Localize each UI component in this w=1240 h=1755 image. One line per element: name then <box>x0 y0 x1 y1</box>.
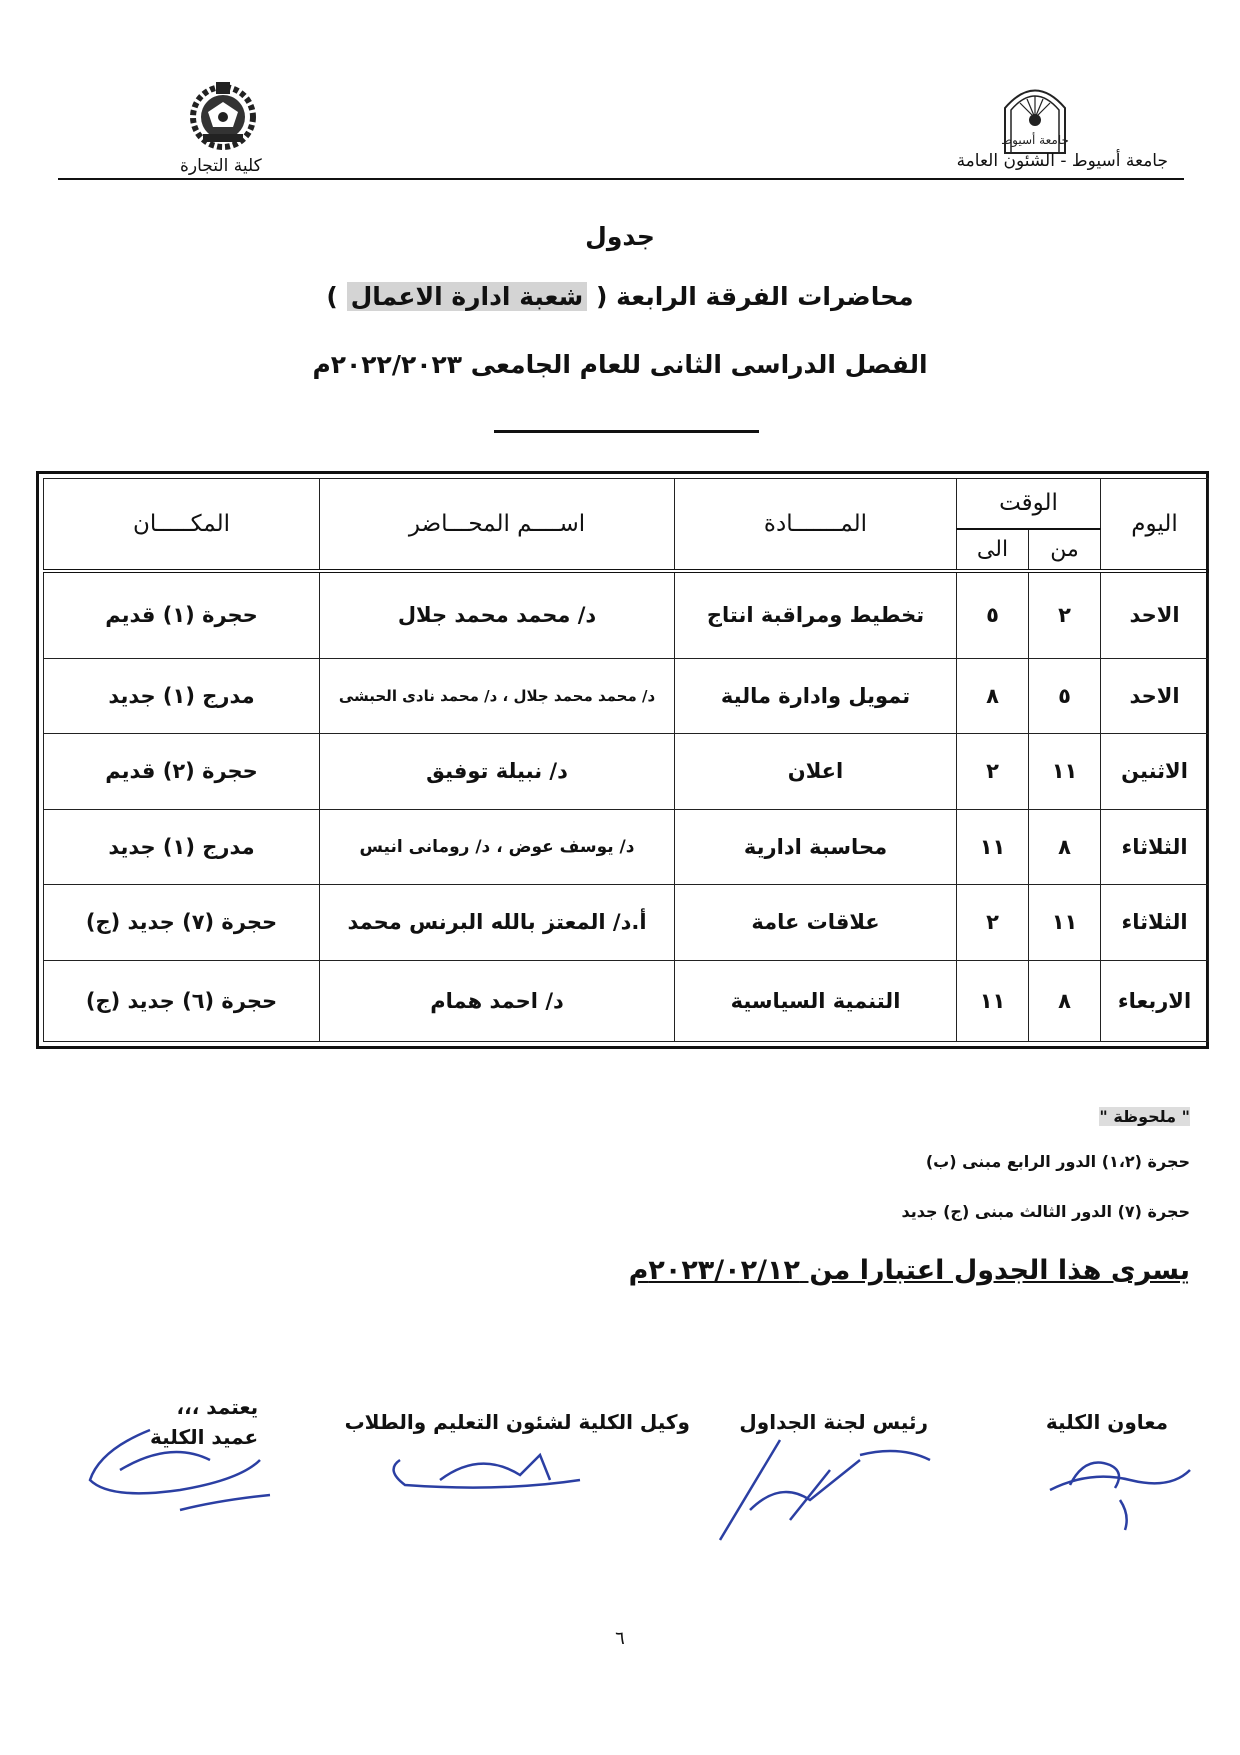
cell-place: مدرج (١) جديد <box>44 658 320 733</box>
header-day: اليوم <box>1101 479 1209 571</box>
cell-from: ٨ <box>1029 961 1101 1042</box>
cell-place: حجرة (٦) جديد (ج) <box>44 961 320 1042</box>
header-place: المكـــــان <box>44 479 320 571</box>
document-title: جدول <box>585 222 655 251</box>
table-row <box>44 733 1209 810</box>
cell-from: ١١ <box>1029 884 1101 961</box>
signature-label-assistant: معاون الكلية <box>1045 1410 1168 1434</box>
cell-day: الثلاثاء <box>1101 884 1209 961</box>
header-lecturer: اســــم المحـــاضر <box>320 479 675 571</box>
cell-day: الاربعاء <box>1101 961 1209 1042</box>
approved-label: يعتمد ،،، <box>176 1395 259 1419</box>
note-line: حجرة (٧) الدور الثالث مبنى (ج) جديد <box>901 1202 1190 1221</box>
cell-to: ٢ <box>957 884 1029 961</box>
table-row <box>44 810 1209 885</box>
cell-subject: علاقات عامة <box>675 884 957 961</box>
cell-place: حجرة (١) قديم <box>44 571 320 659</box>
page-number: ٦ <box>615 1628 625 1649</box>
cell-to: ٥ <box>957 571 1029 659</box>
dean-label: عميد الكلية <box>150 1425 259 1449</box>
cell-subject: التنمية السياسية <box>675 961 957 1042</box>
semester-title: الفصل الدراسى الثانى للعام الجامعى ٢٠٢٢/٢٠٢٣م <box>312 350 928 379</box>
table-row <box>44 884 1209 961</box>
cell-from: ١١ <box>1029 733 1101 810</box>
cell-subject: تخطيط ومراقبة انتاج <box>675 571 957 659</box>
cell-lecturer: د/ احمد همام <box>320 961 675 1042</box>
university-label: جامعة أسيوط - الشئون العامة <box>956 151 1168 171</box>
cell-place: مدرج (١) جديد <box>44 810 320 885</box>
cell-from: ٢ <box>1029 571 1101 659</box>
cell-from: ٨ <box>1029 810 1101 885</box>
cell-to: ٨ <box>957 658 1029 733</box>
subtitle-department: شعبة ادارة الاعمال <box>347 282 588 311</box>
table-row <box>44 658 1209 733</box>
cell-lecturer: د/ يوسف عوض ، د/ رومانى انيس <box>320 810 675 885</box>
header-from: من <box>1029 529 1101 571</box>
cell-subject: تمويل وادارة مالية <box>675 658 957 733</box>
cell-day: الاحد <box>1101 571 1209 659</box>
note-line: حجرة (١،٢) الدور الرابع مبنى (ب) <box>925 1152 1190 1171</box>
cell-lecturer: د/ نبيلة توفيق <box>320 733 675 810</box>
cell-to: ١١ <box>957 810 1029 885</box>
title-underline <box>494 430 759 433</box>
header-divider <box>58 178 1184 180</box>
signature-mark-committee-head <box>710 1420 940 1550</box>
cell-subject: محاسبة ادارية <box>675 810 957 885</box>
asyut-university-logo <box>990 78 1080 158</box>
signature-label-vice-dean: وكيل الكلية لشئون التعليم والطلاب <box>344 1410 690 1434</box>
document-subtitle <box>0 282 1240 311</box>
table-row <box>44 571 1209 659</box>
signature-mark-vice-dean <box>380 1430 610 1510</box>
header-subject: المـــــــادة <box>675 479 957 571</box>
cell-subject: اعلان <box>675 733 957 810</box>
header-to: الى <box>957 529 1029 571</box>
effective-date-statement: يسرى هذا الجدول اعتبارا من ٢٠٢٣/٠٢/١٢م <box>628 1255 1190 1286</box>
cell-place: حجرة (٧) جديد (ج) <box>44 884 320 961</box>
cell-to: ٢ <box>957 733 1029 810</box>
header-time: الوقت <box>957 479 1101 529</box>
cell-day: الثلاثاء <box>1101 810 1209 885</box>
table-row <box>44 961 1209 1042</box>
cell-to: ١١ <box>957 961 1029 1042</box>
signature-label-committee-head: رئيس لجنة الجداول <box>739 1410 928 1434</box>
cell-lecturer: أ.د/ المعتز بالله البرنس محمد <box>320 884 675 961</box>
subtitle-prefix: محاضرات الفرقة الرابعة ( <box>595 282 914 311</box>
cell-place: حجرة (٢) قديم <box>44 733 320 810</box>
subtitle-suffix: ) <box>326 282 338 311</box>
note-title: " ملحوظة " <box>1099 1107 1190 1126</box>
schedule-table <box>43 478 1209 1042</box>
cell-lecturer: د/ محمد محمد جلال ، د/ محمد نادى الحبشى <box>320 658 675 733</box>
signature-mark-dean <box>80 1420 280 1530</box>
cell-day: الاثنين <box>1101 733 1209 810</box>
signature-mark-assistant <box>1030 1430 1200 1540</box>
cell-lecturer: د/ محمد محمد جلال <box>320 571 675 659</box>
schedule-table-frame <box>36 471 1209 1049</box>
faculty-label: كلية التجارة <box>180 156 262 176</box>
svg-text:جامعة أسيوط: جامعة أسيوط <box>1001 133 1069 147</box>
cell-day: الاحد <box>1101 658 1209 733</box>
cell-from: ٥ <box>1029 658 1101 733</box>
faculty-of-commerce-logo <box>178 72 268 152</box>
